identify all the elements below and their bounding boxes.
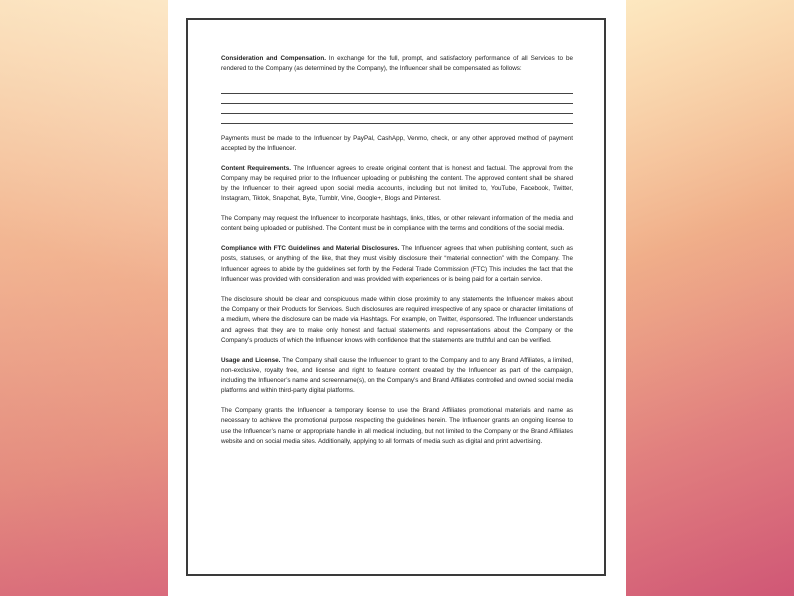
blank-line[interactable] (221, 84, 573, 94)
ftc-paragraph (221, 244, 573, 285)
consideration-paragraph (221, 54, 573, 75)
usage-text: The Company shall cause the Influencer to grant to the Company and to any Brand Affiliates, a limited, non-exclusive, royalty free, and license and right to feature content created by the Influencer as part of the campaign, including the Influencer’s name and screenname(s), on the Company’s and Brand Affiliates controlled and owned social media platforms and within third-party digital platforms. (221, 356, 573, 395)
usage-heading: Usage and License. (221, 356, 281, 364)
usage-paragraph (221, 356, 573, 397)
document-page (168, 0, 626, 596)
compensation-blank-lines[interactable] (221, 84, 573, 124)
hashtags-paragraph: The Company may request the Influencer to incorporate hashtags, links, titles, or other relevant information of the media and content being uploaded or published. The Content must be in compliance with the terms and conditions of the social media. (221, 215, 573, 233)
background-right-panel (624, 0, 794, 596)
ftc-heading: Compliance with FTC Guidelines and Material Disclosures. (221, 245, 400, 253)
consideration-heading: Consideration and Compensation. (221, 55, 326, 62)
blank-line[interactable] (221, 114, 573, 124)
blank-line[interactable] (221, 94, 573, 104)
background-left-panel (0, 0, 170, 596)
payments-paragraph: Payments must be made to the Influencer by PayPal, CashApp, Venmo, check, or any other approved method of payment accepted by the Influencer. (221, 134, 573, 152)
disclosure-paragraph: The disclosure should be clear and conspicuous made within close proximity to any statements the Influencer makes about the Company or their Products for Services. Such disclosures are required irrespective of any space or character limitations of a medium, where the disclosure can be made via Hashtags. For example, on Twitter, #sponsored. The Influencer understands and agrees that they are to make only honest and factual statements and representations about the Company or the Company’s products of which the Influencer knows with confidence that the statements are truthful and can be verified. (221, 295, 573, 344)
ftc-text: The Influencer agrees that when publishing content, such as posts, statuses, or anything of the like, that they must visibly disclosure their “material connection” with the Company. The Influencer agrees to abide by the guidelines set forth by the Federal Trade Commission (FTC) This includes the fact that the Influencer was provided with consideration and was provided with experiences or is being paid for a certain service. (221, 245, 573, 283)
blank-line[interactable] (221, 104, 573, 114)
license-paragraph: The Company grants the Influencer a temporary license to use the Brand Affiliates promotional materials and name as necessary to achieve the promotional purpose respecting the guidelines herein. The Influencer grants an ongoing license to use the Influencer’s name or appropriate handle in all medical including, but not limited to the Company or the Brand Affiliates website and on social media sites. Additionally, applying to all formats of media such as digital and print advertising. (221, 407, 573, 446)
content-requirements-paragraph (221, 164, 573, 205)
consideration-text: In exchange for the full, prompt, and satisfactory performance of all Services to be rendered to the Company (as determined by the Company), the Influencer shall be compensated as follows: (221, 55, 573, 73)
document-body (221, 54, 573, 457)
content-requirements-heading: Content Requirements. (221, 164, 291, 172)
content-requirements-text: The Influencer agrees to create original content that is honest and factual. The approval from the Company may be required prior to the Influencer uploading or publishing the content. The approved content shall be shared by the Influencer to their agreed upon social media accounts, including but not limited to, YouTube, Facebook, Twitter, Instagram, Tiktok, Snapchat, Byte, Tumblr, Vine, Google+, Blogs and Pinterest. (221, 164, 573, 203)
